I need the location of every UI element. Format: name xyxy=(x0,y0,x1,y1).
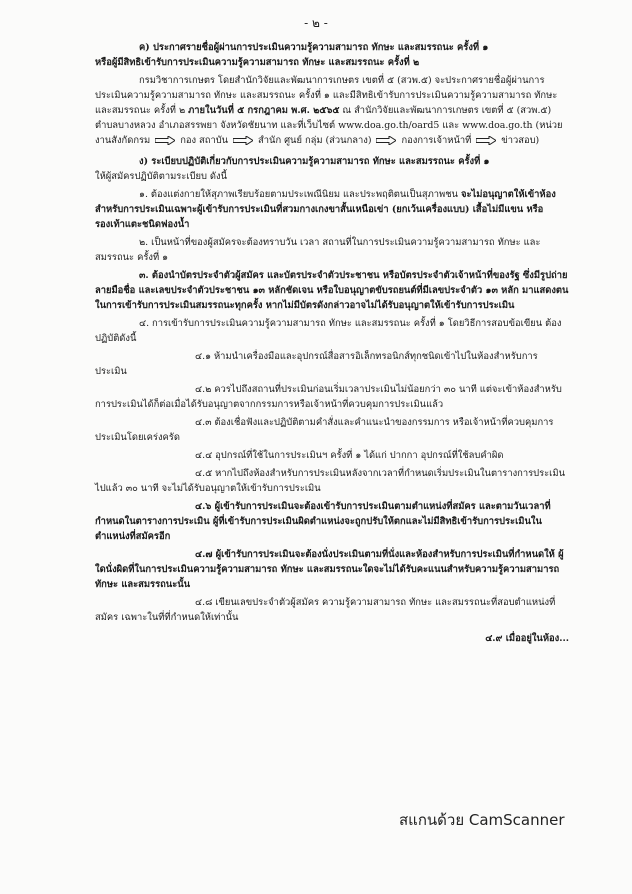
rule-item-4: ๔. การเข้ารับการประเมินความรู้ความสามารถ ทักษะ และสมรรถนะ ครั้งที่ ๑ โดยวิธีการสอบข้อเขียน ต้องปฏิบัติดังนี้ xyxy=(95,318,562,344)
rule-4-7-text: ๔.๗ ผู้เข้ารับการประเมินจะต้องนั่งประเมินตามที่นั่งและห้องสำหรับการประเมินที่กำหนดให้ ผู้ใดนั่งผิดที่ในการประเมินความรู้ความสามารถ ทักษะ และสมรรถนะใดจะไม่ได้รับคะแนนสำหรับความรู้ความสามารถ ทักษะ และสมรรถนะนั้น xyxy=(95,549,564,590)
document-body xyxy=(95,40,569,646)
section-c-text: กรมวิชาการเกษตร โดยสำนักวิจัยและพัฒนาการเกษตร เขตที่ ๕ (สวพ.๕) จะประกาศรายชื่อผู้ผ่านการประเมินความรู้ความสามารถ ทักษะ และสมรรถนะ ครั้งที่ ๑ และมีสิทธิเข้ารับการประเมินความรู้ความสามารถ ทักษะ และสมรรถนะ ครั้งที่ ๒ xyxy=(95,75,558,116)
section-c-text-rest: ณ สำนักวิจัยและพัฒนาการเกษตร เขตที่ ๕ (สวพ.๕) ตำบลบางหลวง อำเภอสรรพยา จังหวัดชัยนาท และที่เว็บไซต์ xyxy=(95,105,552,131)
arrow-right-icon xyxy=(233,136,253,145)
rule-1-text: ๑. ต้องแต่งกายให้สุภาพเรียบร้อยตามประเพณีนิยม และประพฤติตนเป็นสุภาพชน xyxy=(139,189,458,200)
website-link-doa[interactable]: www.doa.go.th xyxy=(462,120,533,131)
scanner-watermark: สแกนด้วย CamScanner xyxy=(399,811,565,829)
and-text: และ xyxy=(442,120,460,131)
rule-item-4-3: ๔.๓ ต้องเชื่อฟังและปฏิบัติตามคำสั่งและคำแนะนำของกรรมการ หรือเจ้าหน้าที่ควบคุมการประเมินโดยเคร่งครัด xyxy=(95,417,554,443)
rule-item-3: ๓. ต้องนำบัตรประจำตัวผู้สมัคร และบัตรประจำตัวประชาชน หรือบัตรประจำตัวเจ้าหน้าที่ของรัฐ ซึ่งมีรูปถ่าย ลายมือชื่อ และเลขประจำตัวประชาชน ๑๓ หลักชัดเจน หรือใบอนุญาตขับรถยนต์ที่มีเลขประจำตัว ๑๓ หลัก มาแสดงตนในการเข้ารับการประเมินสมรรถนะทุกครั้ง หากไม่มีบัตรดังกล่าวอาจไม่ได้รับอนุญาตให้เข้ารับการประเมิน xyxy=(95,270,569,311)
announcement-date: ภายในวันที่ ๕ กรกฎาคม พ.ศ. ๒๕๖๕ xyxy=(188,105,340,116)
arrow-right-icon xyxy=(376,136,396,145)
rule-item-4-1: ๔.๑ ห้ามนำเครื่องมือและอุปกรณ์สื่อสารอิเล็กทรอนิกส์ทุกชนิดเข้าไปในห้องสำหรับการประเมิน xyxy=(95,351,538,377)
section-c-heading-line2: หรือผู้มีสิทธิเข้ารับการประเมินความรู้ความสามารถ ทักษะ และสมรรถนะ ครั้งที่ ๒ xyxy=(95,57,420,68)
nav-path-4: กองการเจ้าหน้าที่ xyxy=(401,135,472,146)
page-number: - ๒ - xyxy=(304,16,328,30)
rule-item-4-7 xyxy=(95,547,569,592)
arrow-right-icon xyxy=(155,136,175,145)
section-c-paragraph xyxy=(95,73,569,148)
nav-path-2: สำนัก ศูนย์ xyxy=(258,135,302,146)
rule-item-4-4: ๔.๔ อุปกรณ์ที่ใช้ในการประเมินฯ ครั้งที่ ๑ ได้แก่ ปากกา อุปกรณ์ที่ใช้ลบคำผิด xyxy=(195,450,504,461)
website-link-oard5[interactable]: www.doa.go.th/oard5 xyxy=(338,120,440,131)
rule-item-4-5: ๔.๕ หากไปถึงห้องสำหรับการประเมินหลังจากเวลาที่กำหนดเริ่มประเมินในตารางการประเมินไปแล้ว ๓๐ นาที จะไม่ได้รับอนุญาตให้เข้ารับการประเมิน xyxy=(95,468,565,494)
nav-path-1: กอง สถาบัน xyxy=(180,135,229,146)
nav-path-3: กลุ่ม (ส่วนกลาง) xyxy=(304,135,372,146)
rule-item-4-2: ๔.๒ ควรไปถึงสถานที่ประเมินก่อนเริ่มเวลาประเมินไม่น้อยกว่า ๓๐ นาที แต่จะเข้าห้องสำหรับการประเมินได้ก็ต่อเมื่อได้รับอนุญาตจากกรรมการหรือเจ้าหน้าที่ควบคุมการประเมินแล้ว xyxy=(95,384,562,410)
unit-label: (หน่วยงานสังกัดกรม xyxy=(95,120,563,146)
continued-next-page: ๔.๙ เมื่ออยู่ในห้อง... xyxy=(485,633,569,644)
section-d-heading-line2: ให้ผู้สมัครปฏิบัติตามระเบียบ ดังนี้ xyxy=(95,171,228,182)
rule-item-4-8: ๔.๘ เขียนเลขประจำตัวผู้สมัคร ความรู้ความสามารถ ทักษะ และสมรรถนะที่สอบตำแหน่งที่สมัคร เฉพาะในที่ที่กำหนดให้เท่านั้น xyxy=(95,597,556,623)
rule-item-2: ๒. เป็นหน้าที่ของผู้สมัครจะต้องทราบวัน เวลา สถานที่ในการประเมินความรู้ความสามารถ ทักษะ และสมรรถนะ ครั้งที่ ๑ xyxy=(95,237,541,263)
rule-item-1 xyxy=(95,187,569,232)
arrow-right-icon xyxy=(476,136,496,145)
rule-item-4-6: ๔.๖ ผู้เข้ารับการประเมินจะต้องเข้ารับการประเมินตามตำแหน่งที่สมัคร และตามวันเวลาที่กำหนดในตารางการประเมิน ผู้ที่เข้ารับการประเมินผิดตำแหน่งจะถูกปรับให้ตกและไม่มีสิทธิเข้ารับการประเมินในตำแหน่งที่สมัครอีก xyxy=(95,501,551,542)
nav-path-5: ข่าวสอบ) xyxy=(501,135,540,146)
section-d-heading: ง) ระเบียบปฏิบัติเกี่ยวกับการประเมินความรู้ความสามารถ ทักษะ และสมรรถนะ ครั้งที่ ๑ xyxy=(139,156,490,167)
rule-1-dress-code: จะไม่อนุญาตให้เข้าห้องสำหรับการประเมินเฉพาะผู้เข้ารับการประเมินที่สวมกางเกงขาสั้นเหนือเข่า (ยกเว้นเครื่องแบบ) เสื้อไม่มีแขน หรือรองเท้าแตะชนิดฟองน้ำ xyxy=(95,189,556,230)
section-c-heading: ค) ประกาศรายชื่อผู้ผ่านการประเมินความรู้ความสามารถ ทักษะ และสมรรถนะ ครั้งที่ ๑ xyxy=(139,42,489,53)
